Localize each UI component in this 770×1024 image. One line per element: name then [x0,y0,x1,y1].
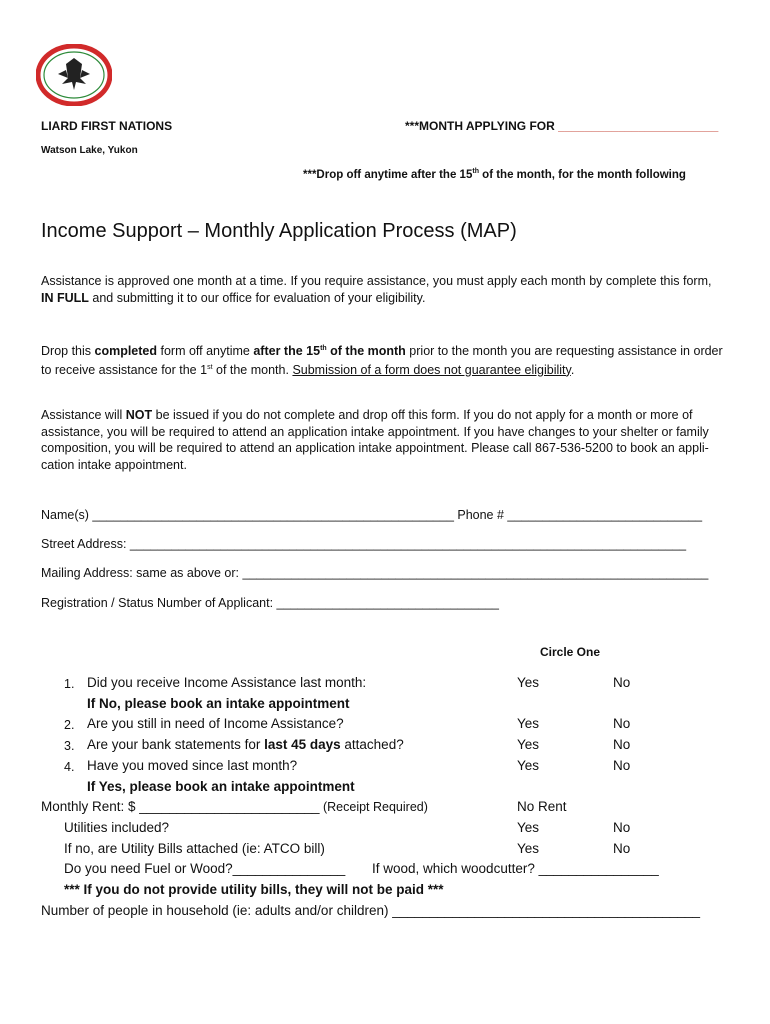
question-1-text: Did you receive Income Assistance last month: [87,675,367,690]
month-label: ***MONTH APPLYING FOR [405,119,559,133]
utilities-yes[interactable]: Yes [517,820,540,835]
question-number-3: 3. [64,739,75,753]
monthly-rent-field[interactable]: Monthly Rent: $ ________________________ (Receipt Required) [41,799,428,814]
utilities-included-text: Utilities included? [64,820,170,835]
question-4-note: If Yes, please book an intake appointment [87,779,355,794]
month-blank[interactable]: ________________________ [558,119,719,133]
question-3-text: Are your bank statements for last 45 days attached? [87,737,404,752]
question-2-text: Are you still in need of Income Assistance? [87,716,344,731]
question-2-no[interactable]: No [613,716,631,731]
utility-bills-text: If no, are Utility Bills attached (ie: ATCO bill) [64,841,325,856]
dropoff-note: ***Drop off anytime after the 15th of the month, for the month following [303,168,686,181]
name-phone-field[interactable]: Name(s) ____________________________________________________ Phone # ____________________________ [41,508,703,522]
paragraph-notice: Assistance will NOT be issued if you do not complete and drop off this form. If you do not apply for a month or more of assistance, you will be required to attend an application intake appointment. If you have changes to your shelter or family composition, you will be required to attend an application intake appointment. Please call 867-536-5200 to book an appli- cation intake appointment. [41,408,709,472]
question-2-yes[interactable]: Yes [517,716,540,731]
no-rent-option[interactable]: No Rent [517,799,567,814]
question-3-yes[interactable]: Yes [517,737,540,752]
paragraph-dropoff: Drop this completed form off anytime after the 15th of the month prior to the month you are requesting assistance in order to receive assistance for the 1st of the month. Submission of a form does not guarantee eligibility. [41,344,723,377]
fuel-or-wood-field[interactable]: Do you need Fuel or Wood?_______________ [64,861,346,876]
month-applying-field[interactable] [405,119,718,133]
question-1-note: If No, please book an intake appointment [87,696,350,711]
household-count-field[interactable]: Number of people in household (ie: adults and/or children) _________________________________________ [41,903,701,918]
utilities-no[interactable]: No [613,820,631,835]
utility-bills-yes[interactable]: Yes [517,841,540,856]
org-location: Watson Lake, Yukon [41,145,138,156]
question-1-no[interactable]: No [613,675,631,690]
circle-one-heading: Circle One [540,645,601,659]
question-number-4: 4. [64,760,75,774]
page-title: Income Support – Monthly Application Process (MAP) [41,220,517,242]
registration-number-field[interactable]: Registration / Status Number of Applicant: ________________________________ [41,596,499,610]
org-name: LIARD FIRST NATIONS [41,119,173,133]
utility-bills-no[interactable]: No [613,841,631,856]
question-4-yes[interactable]: Yes [517,758,540,773]
question-4-text: Have you moved since last month? [87,758,298,773]
woodcutter-field[interactable]: If wood, which woodcutter? ________________ [372,861,659,876]
question-number-1: 1. [64,677,75,691]
question-3-no[interactable]: No [613,737,631,752]
paragraph-approval: Assistance is approved one month at a time. If you require assistance, you must apply each month by complete this form, IN FULL and submitting it to our office for evaluation of your eligibility. [41,274,712,305]
question-number-2: 2. [64,718,75,732]
question-1-yes[interactable]: Yes [517,675,540,690]
street-address-field[interactable]: Street Address: ________________________________________________________________________________ [41,537,687,551]
mailing-address-field[interactable]: Mailing Address: same as above or: ___________________________________________________________________ [41,566,709,580]
utility-bills-warning: *** If you do not provide utility bills, they will not be paid *** [64,882,444,897]
question-4-no[interactable]: No [613,758,631,773]
liard-first-nation-logo [36,44,112,106]
